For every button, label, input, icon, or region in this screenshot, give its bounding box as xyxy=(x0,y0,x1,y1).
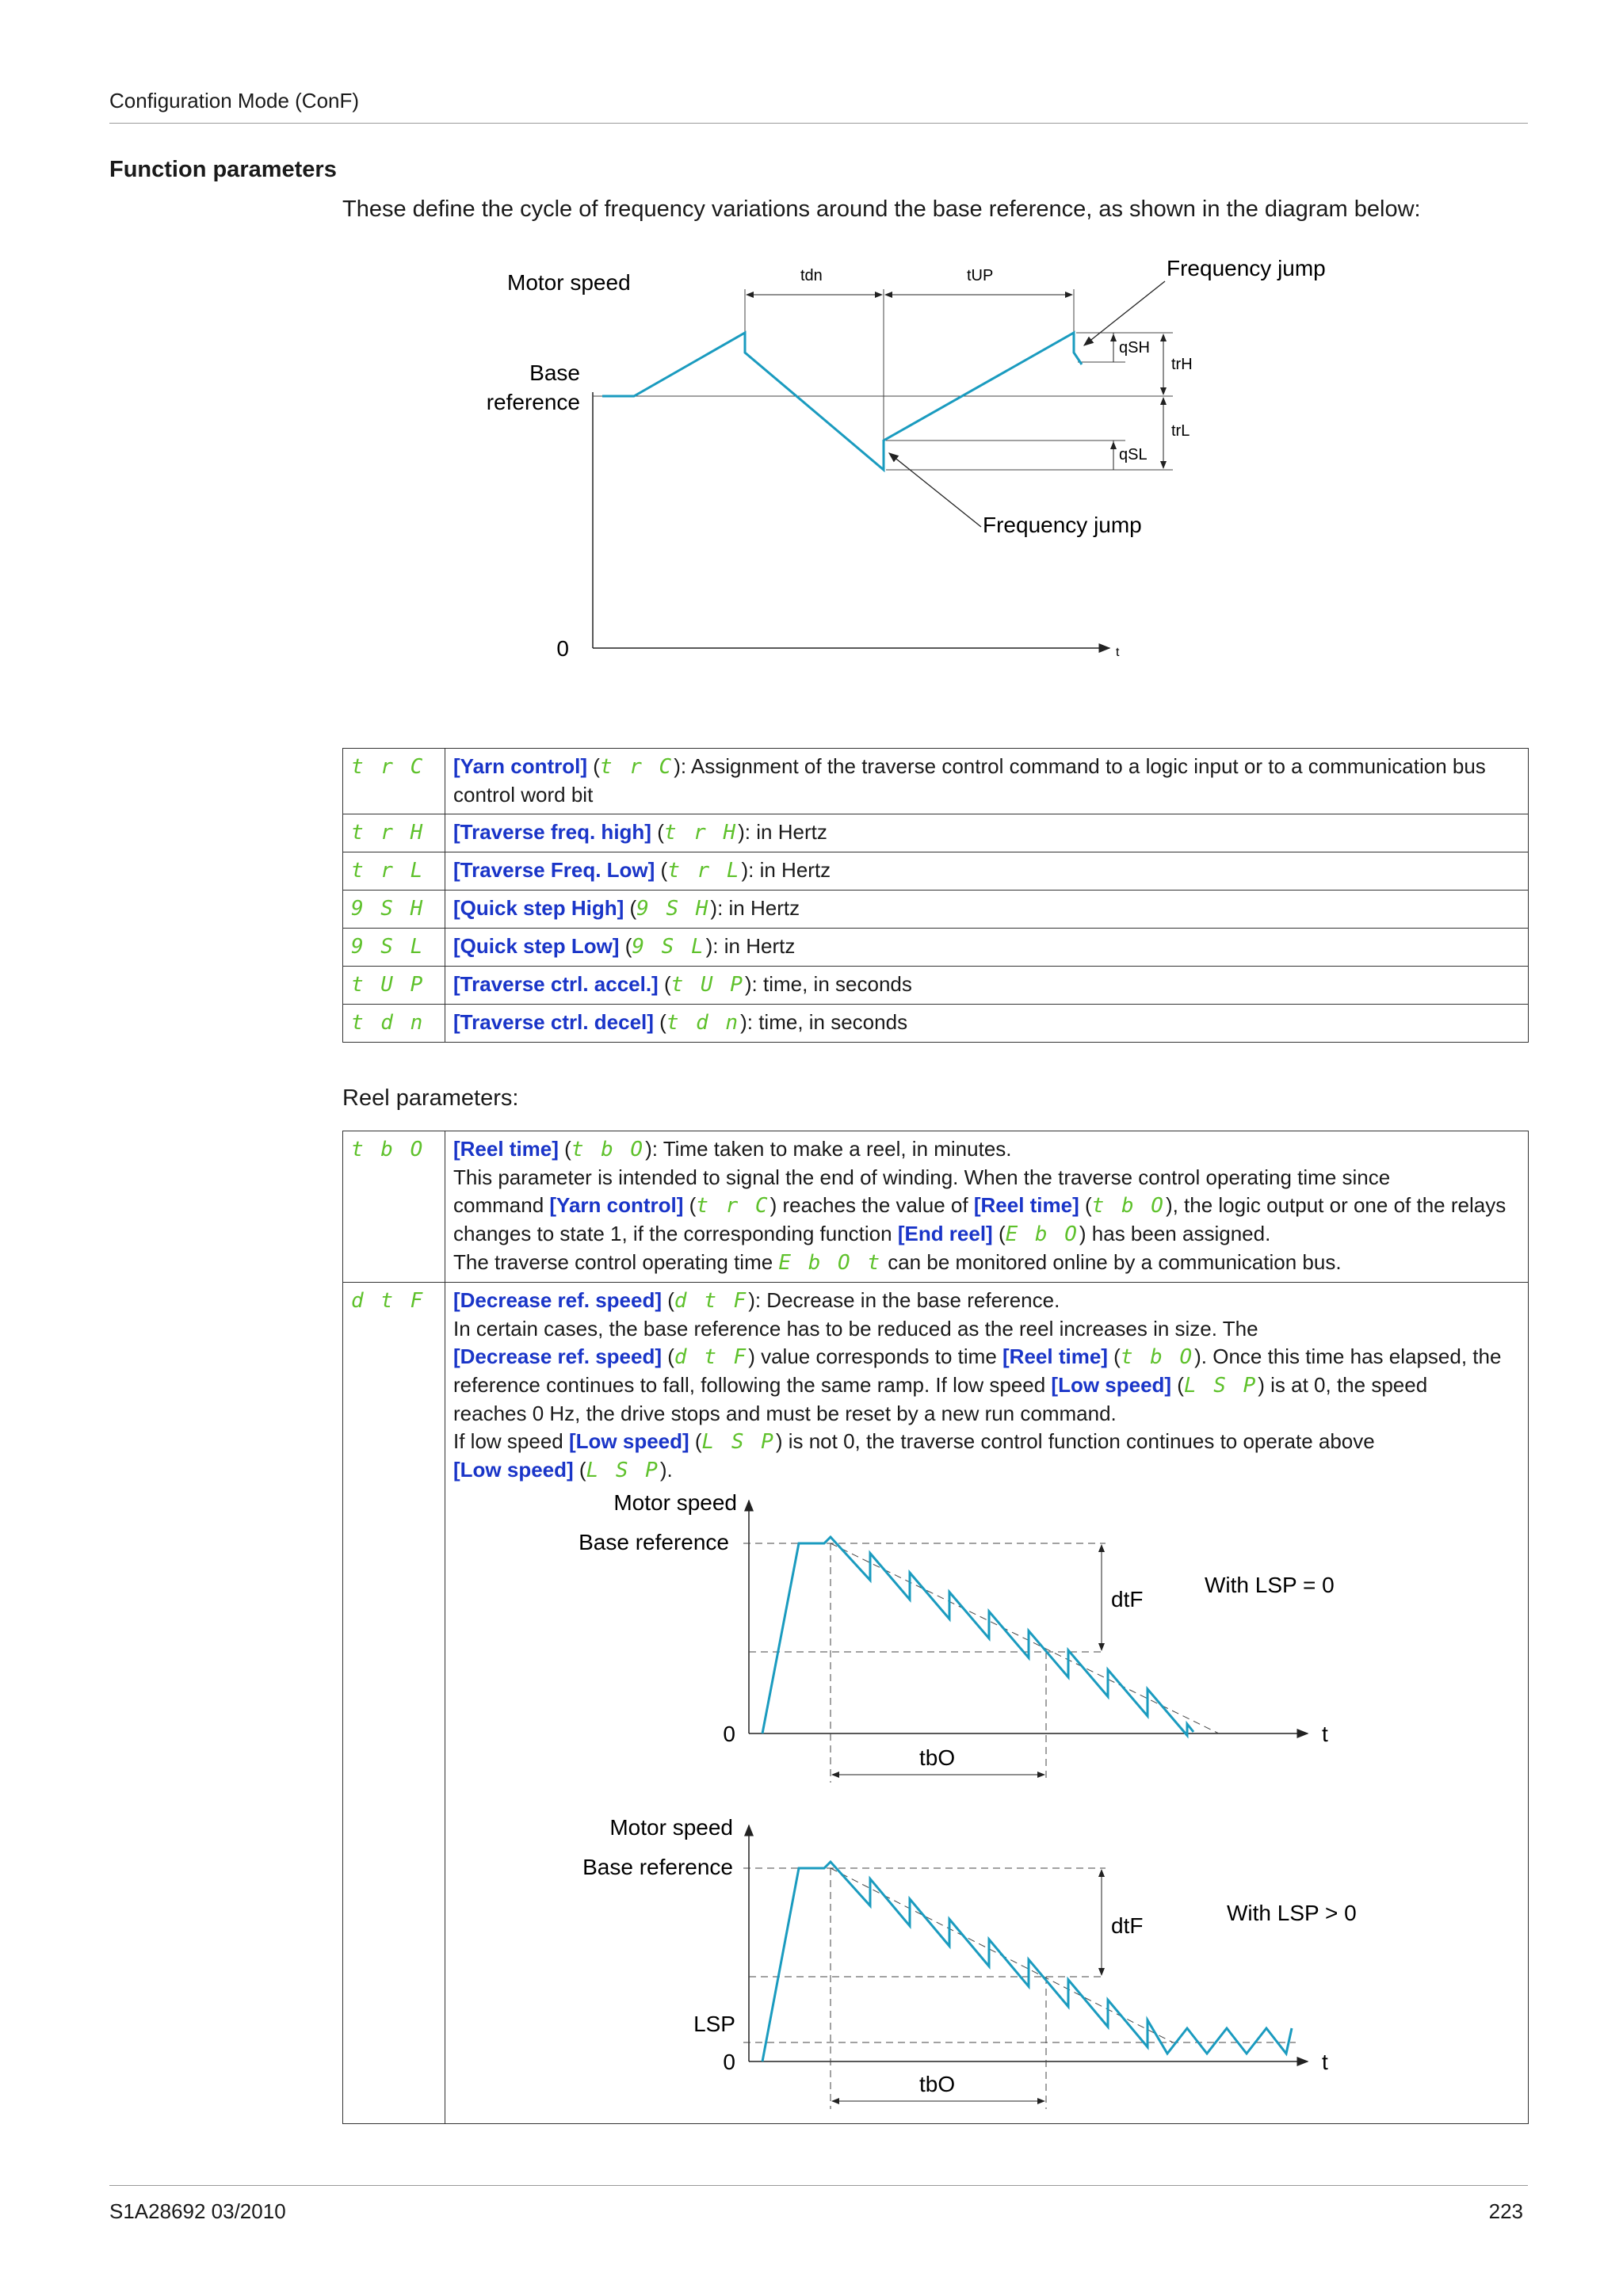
param-code: t b O xyxy=(351,1138,426,1161)
d3-dtf-label: dtF xyxy=(1111,1913,1144,1938)
d3-t: t xyxy=(1322,2050,1328,2074)
param-desc-cell: [Reel time] (t b O): Time taken to make a reel, in minutes. This parameter is intended to signal the end of winding. When the traverse control operating time since command [Yarn control] (t r C) reaches the value of [Reel time] (t b O), the logic output or one of the relays changes to state 1, if the corresponding function [End reel] (E b O) has been assigned. The traverse control operating time E b O t can be monitored online by a communication bus. xyxy=(445,1131,1529,1283)
param-name: [Decrease ref. speed] xyxy=(453,1288,663,1312)
param-name: [Traverse Freq. Low] xyxy=(453,858,655,882)
param-desc-cell: [Yarn control] (t r C): Assignment of the traverse control command to a logic input or to a communication bus control word bit xyxy=(445,749,1529,814)
d3-base-reference: Base reference xyxy=(582,1855,733,1879)
footer-doc-ref: S1A28692 03/2010 xyxy=(109,2199,286,2223)
param-code-cell xyxy=(343,1283,445,2124)
d2-with-lsp: With LSP = 0 xyxy=(1205,1573,1335,1597)
section-title: Function parameters xyxy=(109,157,337,182)
param-code-cell xyxy=(343,749,445,814)
d3-zero: 0 xyxy=(723,2050,735,2074)
d1-trh-label: trH xyxy=(1171,356,1193,373)
table-row xyxy=(343,929,1529,967)
table-row xyxy=(343,749,1529,814)
d3-with-lsp: With LSP > 0 xyxy=(1227,1901,1357,1925)
param-code-cell xyxy=(343,852,445,891)
param-code-cell xyxy=(343,929,445,967)
traverse-cycle-diagram xyxy=(444,254,1395,681)
param-name: [Yarn control] xyxy=(453,754,588,778)
param-name: [Quick step High] xyxy=(453,896,624,920)
table-row xyxy=(343,852,1529,891)
param-code: t r L xyxy=(351,859,426,883)
d2-waveform xyxy=(762,1537,1193,1735)
d2-zero: 0 xyxy=(723,1722,735,1746)
d1-qsh-label: qSH xyxy=(1119,339,1150,357)
d1-t: t xyxy=(1116,646,1120,659)
dtf-diagram-lsp-positive xyxy=(555,1814,1442,2131)
d1-tdn-label: tdn xyxy=(800,267,823,284)
d1-base-label-1: Base xyxy=(529,360,580,385)
d2-tbo-label: tbO xyxy=(919,1745,956,1770)
param-desc-cell: [Quick step High] (9 S H): in Hertz xyxy=(445,891,1529,929)
table-row xyxy=(343,814,1529,852)
d1-y-label: Motor speed xyxy=(507,270,631,295)
param-name: [Traverse ctrl. decel] xyxy=(453,1010,654,1034)
d2-motor-speed: Motor speed xyxy=(613,1490,737,1515)
d1-zero: 0 xyxy=(556,636,569,661)
footer-rule xyxy=(109,2185,1528,2186)
param-code: 9 S L xyxy=(351,935,426,959)
footer-page-number: 223 xyxy=(1488,2199,1523,2223)
d1-qsl-label: qSL xyxy=(1119,446,1148,463)
d1-tup-label: tUP xyxy=(967,267,994,284)
table-row xyxy=(343,1131,1529,1283)
running-header: Configuration Mode (ConF) xyxy=(109,89,360,113)
intro-text: These define the cycle of frequency variations around the base reference, as shown in the diagram below: xyxy=(342,196,1421,222)
param-code: t d n xyxy=(351,1011,426,1035)
param-code: t r H xyxy=(351,821,426,845)
param-desc-cell: [Traverse ctrl. decel] (t d n): time, in seconds xyxy=(445,1005,1529,1043)
param-name: [Traverse freq. high] xyxy=(453,820,651,844)
d3-lsp-label: LSP xyxy=(693,2012,735,2036)
param-code: 9 S H xyxy=(351,897,426,921)
d1-freq-jump-bottom: Frequency jump xyxy=(983,513,1142,537)
param-code: t U P xyxy=(351,973,426,997)
param-code-cell xyxy=(343,1131,445,1283)
table-row xyxy=(343,1005,1529,1043)
d3-tbo-label: tbO xyxy=(919,2072,956,2096)
d1-trl-label: trL xyxy=(1171,422,1190,440)
param-code-cell xyxy=(343,1005,445,1043)
param-code-cell xyxy=(343,967,445,1005)
param-name: [Traverse ctrl. accel.] xyxy=(453,972,659,996)
param-name: [Quick step Low] xyxy=(453,934,620,958)
param-name: [Reel time] xyxy=(453,1137,559,1161)
d1-base-label-2: reference xyxy=(486,390,580,414)
param-code: d t F xyxy=(351,1289,426,1313)
dtf-diagram-lsp-zero xyxy=(555,1489,1442,1806)
param-desc-cell: [Decrease ref. speed] (d t F): Decrease in the base reference. In certain cases, the base reference has to be reduced as the reel increases in size. The [Decrease ref. speed] (d t F) value corresponds to time [Reel time] (t b O). Once this time has elapsed, the reference continues to fall, following the same ramp. If low speed [Low speed] (L S P) is at 0, the speed reaches 0 Hz, the drive stops and must be reset by a new run command. If low speed [Low speed] (L S P) is not 0, the traverse control function continues to operate above [Low speed] (L S P). xyxy=(445,1283,1529,2124)
table-row xyxy=(343,891,1529,929)
d2-dtf-label: dtF xyxy=(1111,1587,1144,1611)
d3-waveform xyxy=(762,1862,1292,2061)
d1-freq-jump-top: Frequency jump xyxy=(1167,256,1326,280)
table-row xyxy=(343,967,1529,1005)
param-code-cell xyxy=(343,814,445,852)
d2-base-reference: Base reference xyxy=(579,1530,729,1554)
param-desc-cell: [Quick step Low] (9 S L): in Hertz xyxy=(445,929,1529,967)
function-params-table xyxy=(342,748,1529,1043)
d2-t: t xyxy=(1322,1722,1328,1746)
param-desc-cell: [Traverse freq. high] (t r H): in Hertz xyxy=(445,814,1529,852)
d1-traverse-waveform xyxy=(602,333,1082,470)
header-rule xyxy=(109,123,1528,124)
param-code-cell xyxy=(343,891,445,929)
param-desc-cell: [Traverse ctrl. accel.] (t U P): time, in seconds xyxy=(445,967,1529,1005)
reel-params-title: Reel parameters: xyxy=(342,1085,519,1111)
param-desc-cell: [Traverse Freq. Low] (t r L): in Hertz xyxy=(445,852,1529,891)
d3-motor-speed: Motor speed xyxy=(609,1815,733,1840)
param-code: t r C xyxy=(351,755,426,779)
